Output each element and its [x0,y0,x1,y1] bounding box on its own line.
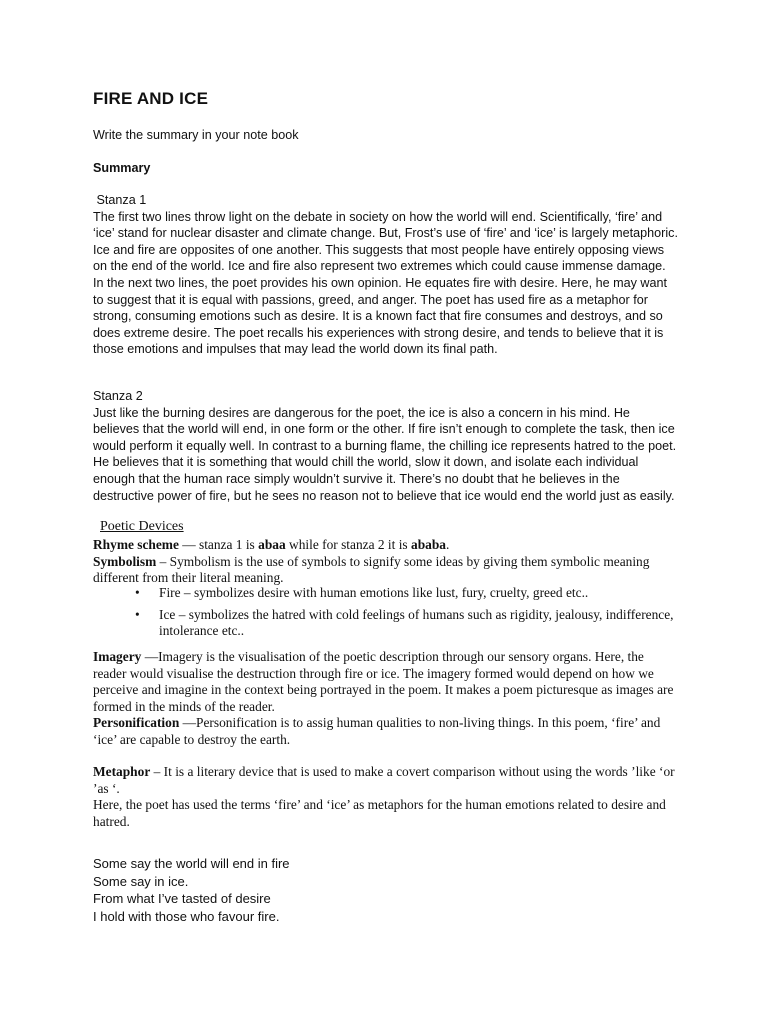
imagery-text: —Imagery is the visualisation of the poetic description through our sensory organs. Here, the reader would visualise the destruction through fire or ice. The imagery formed would depend on how we perceive and imagine in the context being portrayed in the poem. It makes a poem picturesque as images are formed in the minds of the reader. [93,649,674,714]
poem-line: I hold with those who favour fire. [93,908,280,924]
stanza-2-section [93,388,678,504]
bullet-icon: • [135,606,140,622]
personification-paragraph [93,715,678,748]
stanza-1-section [93,192,678,358]
stanza-2-label: Stanza 2 [93,389,143,403]
rhyme-text-2: while for stanza 2 it is [285,537,411,552]
rhyme-scheme-term: Rhyme scheme [93,537,179,552]
poetic-devices-heading: Poetic Devices [100,519,184,534]
metaphor-block [93,764,678,830]
metaphor-explanation: Here, the poet has used the terms ‘fire’ and ‘ice’ as metaphors for the human emotions related to desire and hatred. [93,797,666,829]
rhyme-scheme-line [93,537,678,554]
summary-heading: Summary [93,161,151,175]
symbolism-text: – Symbolism is the use of symbols to signify some ideas by giving them symbolic meaning different from their literal meaning. [93,553,650,586]
bullet-icon: • [135,585,140,600]
page-title: FIRE AND ICE [93,89,209,108]
poem-excerpt [93,855,678,925]
metaphor-paragraph [93,764,678,797]
stanza-1-paragraph-1: The first two lines throw light on the debate in society on how the world will end. Scientifically, ‘fire’ and ‘ice’ stand for nuclear disaster and climate change. But, Frost’s use of ‘fire’ and ‘ice’ is largely metaphoric. Ice and fire are opposites of one another. This suggests that most people have entirely opposing views on the end of the world. Ice and fire also represent two extremes which could cause immense damage. [93,209,678,274]
stanza-1-label: Stanza 1 [93,193,147,207]
symbolism-paragraph [93,554,678,587]
stanza-1-paragraph-2: In the next two lines, the poet provides his own opinion. He equates fire with desire. Here, he may want to suggest that it is equal with passions, greed, and anger. The poet has used fire as a metaphor for strong, consuming emotions such as desire. It is a known fact that fire consumes and destroys, and so does extreme desire. The poet recalls his experiences with strong desire, and tends to believe that it is those emotions and impulses that may lead the world down its final path. [93,275,668,357]
list-item [93,585,678,602]
imagery-term: Imagery [93,649,142,664]
rhyme-symbolism-block [93,537,678,587]
rhyme-text-1: — stanza 1 is [178,537,259,552]
rhyme-text-3: . [445,537,450,552]
rhyme-stanza-2: ababa [411,537,446,552]
symbol-bullet-list [93,585,678,645]
stanza-2-paragraph: Just like the burning desires are dangerous for the poet, the ice is also a concern in his mind. He believes that the world will end, in one form or the other. If fire isn’t enough to complete the task, then ice would perform it equally well. In contrast to a burning flame, the chilling ice represents hatred to the poet. He believes that it is something that would chill the world, slow it down, and isolate each individual enough that the human race simply wouldn’t survive it. There’s no doubt that he believes in the destructive power of fire, but he sees no reason not to believe that ice would end the world just as easily. [93,405,677,503]
personification-term: Personification [93,715,180,731]
rhyme-stanza-1: abaa [258,537,286,552]
symbolism-term: Symbolism [93,553,157,569]
metaphor-text: – It is a literary device that is used to make a covert comparison without using the words ’like ‘or ’as ‘. [93,764,675,796]
poem-line: From what I’ve tasted of desire [93,891,271,906]
bullet-text: Fire – symbolizes desire with human emotions like lust, fury, cruelty, greed etc.. [159,585,589,600]
list-item [93,607,678,640]
imagery-paragraph [93,649,678,715]
instruction-text: Write the summary in your note book [93,128,299,142]
personification-text: —Personification is to assig human qualities to non-living things. In this poem, ‘fire’ and ‘ice’ are capable to destroy the earth. [93,715,661,747]
poem-line: Some say the world will end in fire [93,856,290,871]
imagery-personification-block [93,649,678,749]
bullet-text: Ice – symbolizes the hatred with cold feelings of humans such as rigidity, jealousy, indifference, intolerance etc.. [159,606,674,639]
metaphor-term: Metaphor [93,764,151,779]
poem-line: Some say in ice. [93,873,189,889]
